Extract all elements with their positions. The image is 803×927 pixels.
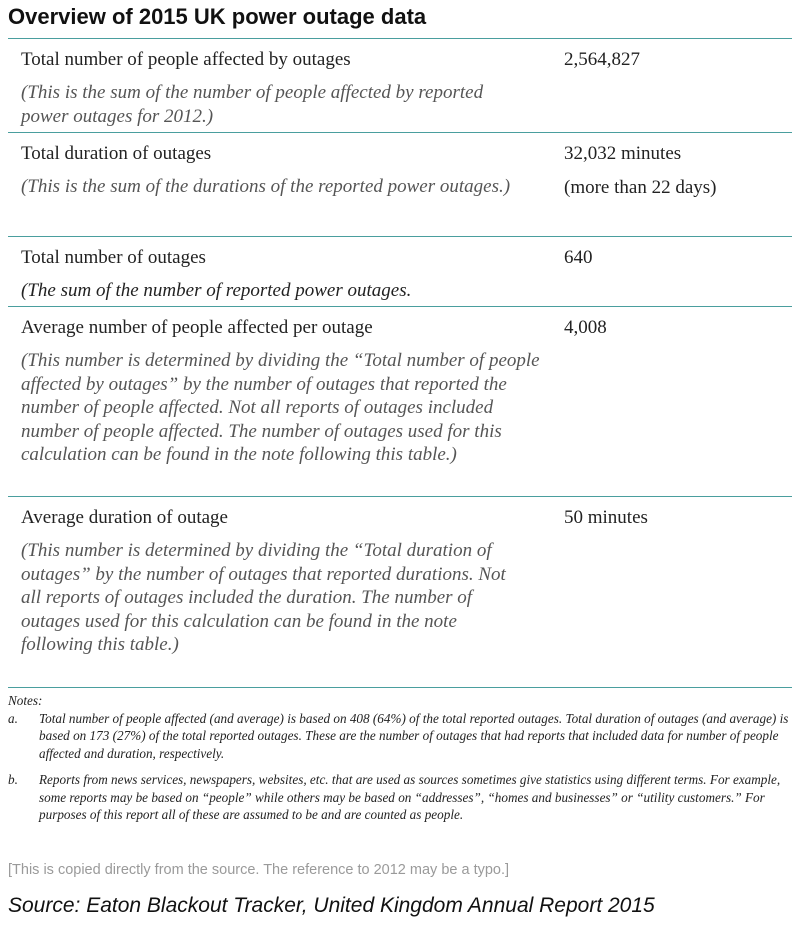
table-row-avg-duration bbox=[8, 496, 792, 688]
outage-data-table bbox=[8, 38, 792, 688]
notes-heading: Notes: bbox=[8, 693, 43, 708]
note-marker: a. bbox=[8, 710, 18, 726]
table-notes bbox=[8, 692, 792, 833]
row-label: Total duration of outages bbox=[21, 143, 212, 164]
note-text: Reports from news services, newspapers, websites, etc. that are used as sources sometimes give statistics using different terms. For example, some reports may be based on “people” while others may be based on “addresses”, “homes and businesses” or “utility customers.” For purposes of this report all of these are assumed to be and are counted as people. bbox=[39, 772, 781, 822]
row-note: (This number is determined by dividing the “Total number of people affected by outages” by the number of outages that reported the number of people affected. Not all reports of outages included number of people affected. The number of outages used for this calculation can be found in the note following this table.) bbox=[21, 350, 540, 465]
row-value: 2,564,827 bbox=[564, 49, 640, 70]
table-row-total-duration bbox=[8, 132, 792, 236]
row-note: (The sum of the number of reported power outages. bbox=[21, 280, 412, 301]
row-label: Average duration of outage bbox=[21, 507, 228, 528]
note-item bbox=[8, 710, 792, 763]
row-value: 32,032 minutes bbox=[564, 143, 682, 164]
source-caption: Source: Eaton Blackout Tracker, United Kingdom Annual Report 2015 bbox=[8, 894, 655, 917]
row-value: 640 bbox=[564, 247, 593, 268]
table-row-people-affected bbox=[8, 38, 792, 132]
row-label: Average number of people affected per outage bbox=[21, 317, 373, 338]
row-value: 50 minutes bbox=[564, 507, 648, 528]
table-row-total-outages bbox=[8, 236, 792, 306]
row-note: (This is the sum of the durations of the reported power outages.) bbox=[21, 176, 511, 197]
row-label: Total number of people affected by outages bbox=[21, 49, 351, 70]
row-note: (This number is determined by dividing the “Total duration of outages” by the number of outages that reported durations. Not all reports of outages included the duration. The number of outages used for this calculation can be found in the note following this table.) bbox=[21, 540, 506, 655]
copied-source-remark: [This is copied directly from the source. The reference to 2012 may be a typo.] bbox=[8, 862, 510, 878]
row-label: Total number of outages bbox=[21, 247, 206, 268]
row-note: (This is the sum of the number of people affected by reported power outages for 2012.) bbox=[21, 82, 484, 127]
note-text: Total number of people affected (and average) is based on 408 (64%) of the total reported outages. Total duration of outages (and average) is based on 173 (27%) of the total reported outages. These are the number of outages that had reports that included data for number of people affected and duration, respectively. bbox=[39, 710, 789, 761]
note-marker: b. bbox=[8, 772, 18, 787]
row-value-secondary: (more than 22 days) bbox=[564, 177, 717, 198]
page-title: Overview of 2015 UK power outage data bbox=[8, 4, 427, 29]
row-value: 4,008 bbox=[564, 317, 607, 338]
note-item bbox=[8, 771, 792, 824]
table-row-avg-people bbox=[8, 306, 792, 496]
